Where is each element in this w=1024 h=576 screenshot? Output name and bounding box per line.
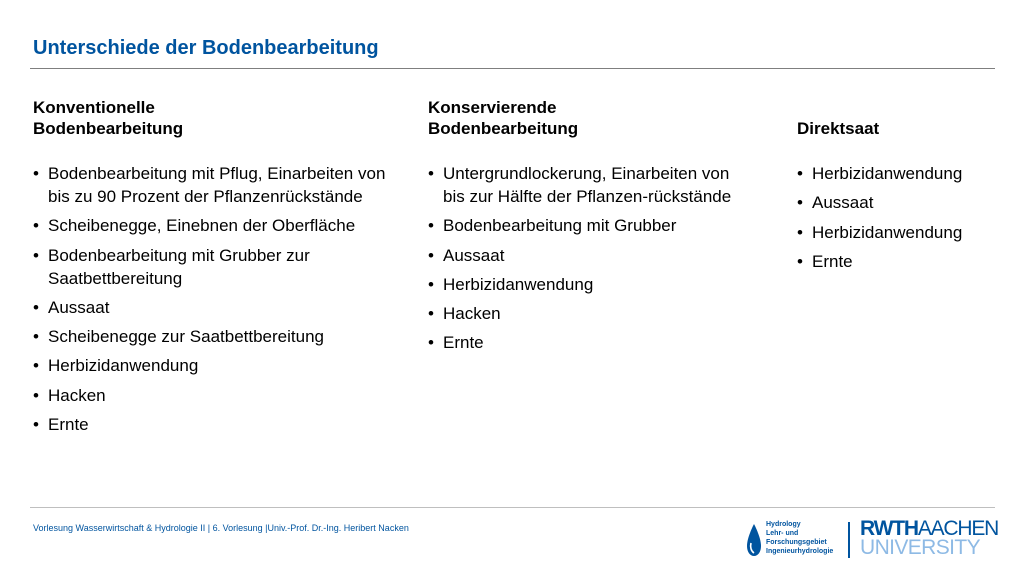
rwth-logo	[860, 519, 998, 557]
heading-line-1: Konservierende	[428, 98, 557, 117]
bullet-icon: •	[428, 164, 434, 183]
heading-line-1: Konventionelle	[33, 98, 155, 117]
bullet-list	[428, 162, 748, 354]
list-item: • Herbizidanwendung	[428, 274, 594, 294]
bullet-icon: •	[33, 385, 39, 405]
footer-divider	[30, 507, 995, 508]
bullet-icon: •	[428, 245, 434, 265]
bullet-icon: •	[428, 216, 434, 236]
column-heading	[33, 97, 388, 139]
rwth-logo-university: UNIVERSITY	[860, 536, 981, 559]
list-item: • Aussaat	[33, 297, 110, 317]
bullet-icon: •	[797, 193, 803, 213]
bullet-icon: •	[33, 327, 39, 347]
heading-line-2: Bodenbearbeitung	[33, 119, 184, 138]
hydrology-logo-line: Lehr- und	[766, 530, 799, 537]
heading-line-2: Bodenbearbeitung	[428, 119, 579, 138]
column-konventionell	[33, 97, 388, 442]
column-direktsaat	[797, 97, 1007, 279]
column-heading	[797, 97, 1007, 139]
list-item: • Scheibenegge zur Saatbettbereitung	[33, 327, 324, 347]
bullet-icon: •	[33, 216, 39, 236]
list-item: • Herbizidanwendung	[797, 164, 963, 183]
list-item: • Aussaat	[797, 193, 874, 213]
title-divider	[30, 68, 995, 69]
slide-title: Unterschiede der Bodenbearbeitung	[33, 37, 379, 59]
logo-separator	[848, 522, 850, 558]
list-item: • Scheibenegge, Einebnen der Oberfläche	[33, 216, 356, 236]
list-item: • Bodenbearbeitung mit Grubber	[428, 216, 677, 236]
rwth-logo-rwth: RWTH	[860, 517, 918, 540]
bullet-icon: •	[33, 245, 39, 265]
bullet-list	[33, 162, 388, 436]
bullet-icon: •	[797, 251, 803, 271]
list-item: • Hacken	[33, 385, 106, 405]
footer-text: Vorlesung Wasserwirtschaft & Hydrologie II | 6. Vorlesung |Univ.-Prof. Dr.-Ing. Heribert Nacken	[33, 523, 409, 533]
list-item: • Herbizidanwendung	[797, 222, 963, 242]
list-item: • Ernte	[33, 415, 89, 435]
list-item: • Ernte	[428, 333, 484, 353]
list-item: • Hacken	[428, 304, 501, 324]
bullet-icon: •	[428, 274, 434, 294]
list-item: • Untergrundlockerung, Einarbeiten von bis zur Hälfte der Pflanzen-rückstände	[428, 164, 732, 206]
list-item: • Aussaat	[428, 245, 505, 265]
bullet-icon: •	[33, 415, 39, 435]
bullet-icon: •	[797, 164, 803, 183]
list-item: • Ernte	[797, 251, 853, 271]
hydrology-logo-line: Forschungsgebiet	[766, 539, 827, 546]
bullet-icon: •	[33, 297, 39, 317]
bullet-icon: •	[797, 222, 803, 242]
column-heading	[428, 97, 748, 139]
bullet-icon: •	[428, 333, 434, 353]
rwth-logo-aachen: AACHEN	[917, 517, 999, 540]
bullet-icon: •	[33, 164, 39, 183]
bullet-icon: •	[428, 304, 434, 324]
column-konservierend	[428, 97, 748, 361]
bullet-icon: •	[33, 356, 39, 376]
hydrology-logo-line: Hydrology	[766, 521, 801, 528]
list-item: • Bodenbearbeitung mit Grubber zur Saatbettbereitung	[33, 245, 310, 288]
list-item: • Herbizidanwendung	[33, 356, 199, 376]
heading-line-2: Direktsaat	[797, 119, 880, 138]
bullet-list	[797, 162, 1007, 273]
water-drop-icon	[746, 523, 762, 557]
list-item: • Bodenbearbeitung mit Pflug, Einarbeiten von bis zu 90 Prozent der Pflanzenrückstände	[33, 164, 386, 206]
hydrology-logo-line: Ingenieurhydrologie	[766, 548, 834, 555]
